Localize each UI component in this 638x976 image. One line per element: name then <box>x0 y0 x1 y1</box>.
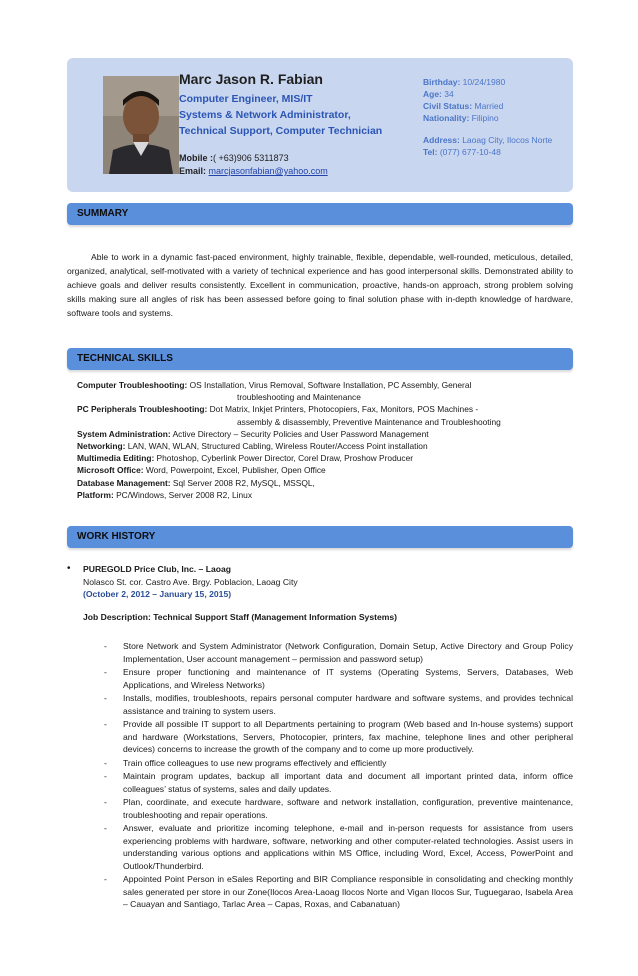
skill-row-continued: troubleshooting and Maintenance <box>237 392 361 403</box>
address-value: Laoag City, Ilocos Norte <box>459 135 553 145</box>
email-link[interactable]: marcjasonfabian@yahoo.com <box>208 166 328 176</box>
job-title-line: Computer Engineer, MIS/IT <box>179 93 313 105</box>
skill-row <box>77 489 567 501</box>
age-label: Age: <box>423 89 442 99</box>
job-title-line: Systems & Network Administrator, <box>179 109 351 121</box>
profile-photo <box>103 76 179 174</box>
skill-label: Multimedia Editing: <box>77 453 155 464</box>
skill-row <box>77 477 567 489</box>
company-address: Nolasco St. cor. Castro Ave. Brgy. Poblacion, Laoag City <box>83 576 298 587</box>
skill-value: LAN, WAN, WLAN, Structured Cabling, Wireless Router/Access Point installation <box>125 441 428 452</box>
candidate-name: Marc Jason R. Fabian <box>179 71 323 87</box>
skill-label: Microsoft Office: <box>77 465 144 476</box>
summary-text: Able to work in a dynamic fast-paced environment, highly trainable, flexible, dependable, well-rounded, meticulous, detailed, organized, analytical, self-motivated with a variety of technical experience and has good interpersonal skills. Demonstrated ability to achieve goals and deliver results consistently. Excellent in communication, proactive, hands-on approach, strong problem solving skills making sure all angles of risk has been assessed before going to final solution phase with in-depth knowledge of hardware, software tools and systems. <box>67 252 573 318</box>
duty-item <box>67 873 573 911</box>
skill-value: PC/Windows, Server 2008 R2, Linux <box>113 489 253 500</box>
tel-label: Tel: <box>423 147 438 157</box>
skill-value: Word, Powerpoint, Excel, Publisher, Open Office <box>143 465 326 476</box>
skill-row <box>77 452 567 464</box>
duty-item <box>67 770 573 795</box>
dash-icon: - <box>104 719 107 729</box>
skill-value: Dot Matrix, Inkjet Printers, Photocopiers, Fax, Monitors, POS Machines - <box>207 404 479 415</box>
skill-label: Database Management: <box>77 477 171 488</box>
duty-text: Maintain program updates, backup all important data and document all important printed data, inform office colleagues’ status of systems, sales and daily updates. <box>123 771 573 794</box>
address-line <box>423 134 552 146</box>
skill-row-continued: assembly & disassembly, Preventive Maintenance and Troubleshooting <box>237 416 501 427</box>
duty-item <box>67 692 573 717</box>
duty-text: Installs, modifies, troubleshoots, repairs personal computer hardware and software systems, and provides technical assistance and training to system users. <box>123 693 573 716</box>
duty-text: Ensure proper functioning and maintenance of IT systems (Operating Systems, Servers, Databases, Web Applications, and Wireless Networks) <box>123 667 573 690</box>
mobile-label: Mobile : <box>179 153 213 163</box>
skill-value: Sql Server 2008 R2, MySQL, MSSQL, <box>170 477 315 488</box>
dash-icon: - <box>104 757 107 768</box>
skill-label: System Administration: <box>77 428 171 439</box>
age-line <box>423 88 552 100</box>
work-heading: WORK HISTORY <box>77 531 156 542</box>
birthday-value: 10/24/1980 <box>460 77 506 87</box>
summary-heading: SUMMARY <box>77 208 129 219</box>
skills-section-bar <box>67 348 573 370</box>
mobile-line <box>179 152 328 165</box>
work-section-bar <box>67 526 573 548</box>
skill-row <box>77 428 567 440</box>
birthday-label: Birthday: <box>423 77 461 87</box>
dash-icon: - <box>104 667 107 677</box>
skill-value: Active Directory – Security Policies and User Password Management <box>170 428 429 439</box>
duty-text: Train office colleagues to use new programs effectively and efficiently <box>123 757 387 768</box>
nationality-value: Filipino <box>469 113 499 123</box>
duty-text: Store Network and System Administrator (Network Configuration, Domain Setup, Active Directory and Group Policy Implementation, User account management – permission and password setup) <box>123 641 573 664</box>
email-label: Email: <box>179 166 209 176</box>
duty-text: Answer, evaluate and prioritize incoming telephone, e-mail and in-person requests for assistance from users experiencing problems with hardware, software, networking and other computer-related technologies. Assist users in understanding various options and applications within MS Office, including Word, Excel, Access, PowerPoint and Outlook/Thunderbird. <box>123 823 573 871</box>
address-label: Address: <box>423 135 460 145</box>
skill-row <box>77 379 567 391</box>
nationality-line <box>423 112 552 124</box>
civil-status-label: Civil Status: <box>423 101 473 111</box>
job-description-title: Job Description: Technical Support Staff (Management Information Systems) <box>83 611 398 622</box>
skill-row <box>77 440 567 452</box>
skill-label: Computer Troubleshooting: <box>77 380 188 390</box>
email-line <box>179 165 328 178</box>
dash-icon: - <box>104 771 107 781</box>
personal-info <box>423 76 552 158</box>
duty-text: Provide all possible IT support to all Departments pertaining to program (Web based and In-house systems) support and hardware (Workstations, Servers, Photocopier, printers, fax machine, telephone lines and other peripheral devices) concerns to increase the growth of the company and to come up more productively. <box>123 719 573 754</box>
skill-value: Photoshop, Cyberlink Power Director, Corel Draw, Proshow Producer <box>154 453 414 464</box>
skill-label: PC Peripherals Troubleshooting: <box>77 404 208 415</box>
summary-section-bar <box>67 203 573 225</box>
work-entry <box>67 563 573 623</box>
skill-value: OS Installation, Virus Removal, Software Installation, PC Assembly, General <box>187 380 472 390</box>
job-titles <box>179 91 382 139</box>
bullet-icon: • <box>67 563 71 574</box>
duties-list <box>67 640 573 912</box>
skills-list <box>77 379 567 501</box>
skill-label: Networking: <box>77 441 126 452</box>
skills-heading: TECHNICAL SKILLS <box>77 353 173 364</box>
employment-dates: (October 2, 2012 – January 15, 2015) <box>83 589 232 599</box>
skill-row <box>77 464 567 476</box>
dash-icon: - <box>104 874 107 884</box>
skill-label: Platform: <box>77 489 114 500</box>
duty-item <box>67 718 573 756</box>
header-card <box>67 58 573 192</box>
dash-icon: - <box>104 797 107 807</box>
duty-item <box>67 822 573 872</box>
contact-info <box>179 152 328 178</box>
birthday-line <box>423 76 552 88</box>
tel-line <box>423 146 552 158</box>
tel-value: (077) 677-10-48 <box>437 147 501 157</box>
nationality-label: Nationality: <box>423 113 470 123</box>
duty-text: Plan, coordinate, and execute hardware, software and network installation, configuration, preventive maintenance, troubleshooting and repair operations. <box>123 797 573 820</box>
duty-item <box>67 757 573 770</box>
dash-icon: - <box>104 823 107 833</box>
dash-icon: - <box>104 641 107 651</box>
civil-status-line <box>423 100 552 112</box>
duty-item <box>67 666 573 691</box>
duty-item <box>67 640 573 665</box>
age-value: 34 <box>441 89 454 99</box>
mobile-value: ( +63)906 5311873 <box>213 153 289 163</box>
company-name: PUREGOLD Price Club, Inc. – Laoag <box>83 564 232 574</box>
duty-text: Appointed Point Person in eSales Reporting and BIR Compliance responsible in consolidating and checking monthly sales generated per store in our Zone(Ilocos Area-Laoag Ilocos Norte and Vigan Ilocos Sur, Tuguegarao, Isabela Area – Cauayan and Santiago, Tarlac Area – Capas, Roxas, and Cabanatuan) <box>123 874 573 909</box>
skill-row <box>77 403 567 415</box>
duty-item <box>67 796 573 821</box>
civil-status-value: Married <box>472 101 504 111</box>
job-title-line: Technical Support, Computer Technician <box>179 125 383 137</box>
dash-icon: - <box>104 693 107 703</box>
